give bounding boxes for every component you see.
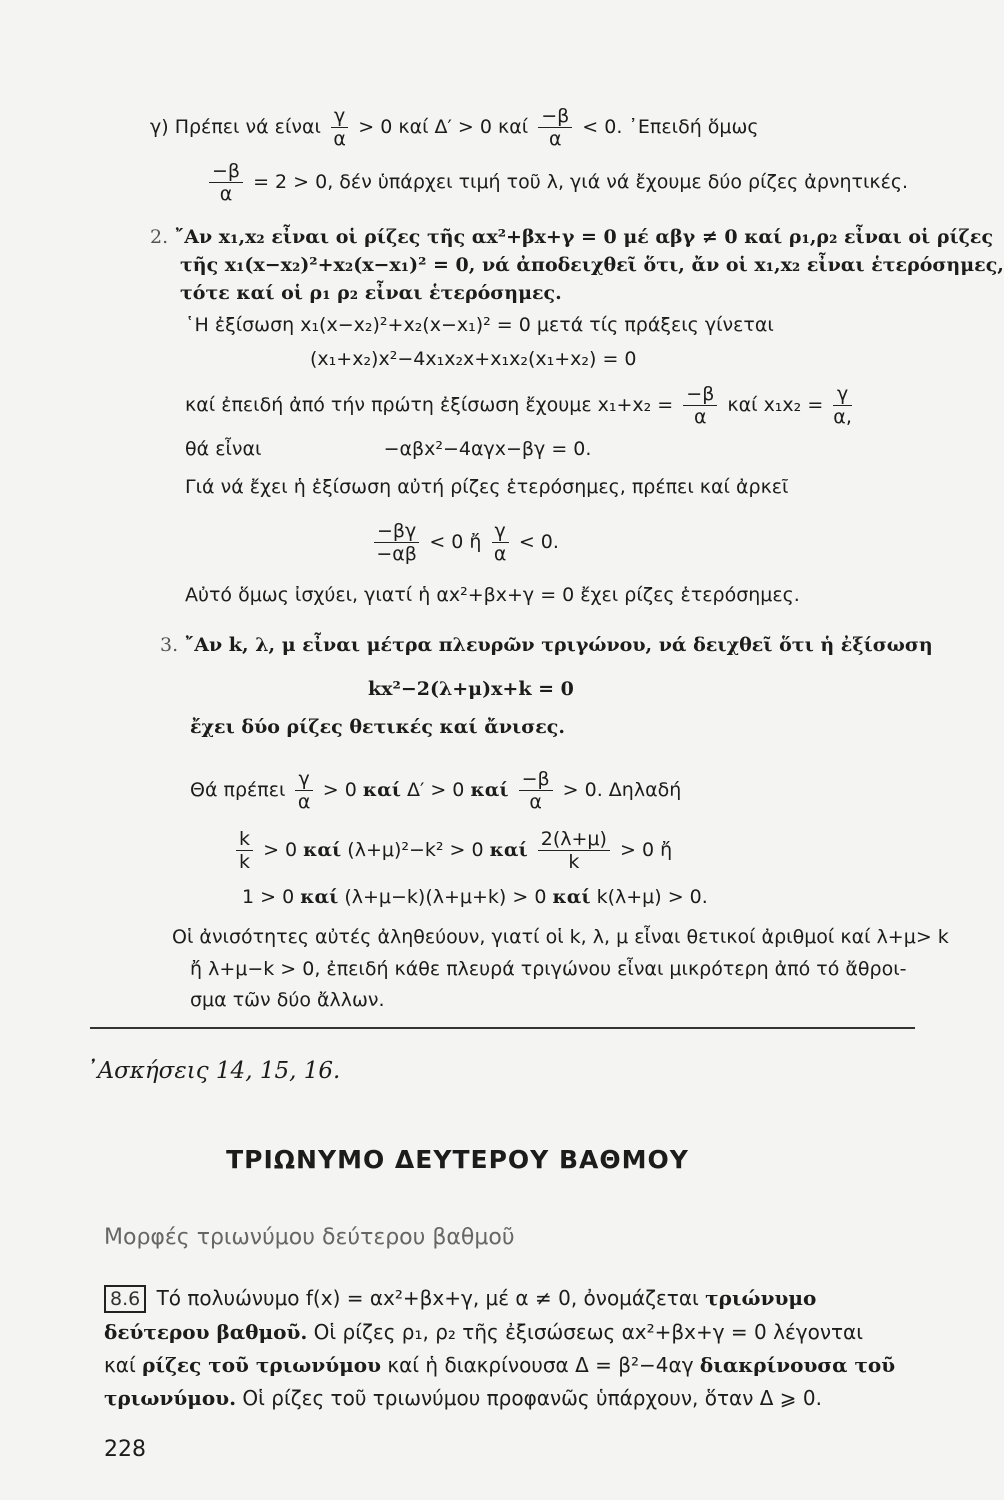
solution-line: Οἱ ἀνισότητες αὐτές ἀληθεύουν, γιατί οἱ k, λ, μ εἶναι θετικοί ἀριθμοί καί λ+μ> k [172,926,949,948]
text: καί [104,1353,136,1377]
fraction-gamma-alpha: $\frac{\gamma}{\alpha}$ [492,520,509,565]
solution-line: ἤ λ+μ−k > 0, ἐπειδή κάθε πλευρά τριγώνου εἶναι μικρότερη ἀπό τό ἄθροι- [190,958,907,980]
text: καί ἡ διακρίνουσα Δ = β²−4αγ [387,1353,694,1377]
page-number: 228 [104,1437,146,1462]
condition-line [370,520,559,565]
solution-line: Γιά νά ἔχει ἡ ἐξίσωση αὐτή ρίζες ἑτερόσημες, πρέπει καί ἀρκεῖ [185,476,789,498]
solution-line: σμα τῶν δύο ἄλλων. [190,989,385,1011]
text: > 0 [263,839,298,861]
text: < 0. [518,531,559,553]
text: καί ἐπειδή ἀπό τήν πρώτη ἐξίσωση ἔχουμε x₁+x₂ = [185,394,674,416]
definition-line-2 [104,1320,863,1344]
bold-term: δεύτερου βαθμοῦ. [104,1320,308,1344]
and-word: καί [552,886,591,908]
problem-2-statement-3: τότε καί οἱ ρ₁ ρ₂ εἶναι ἑτερόσημες. [180,282,562,304]
subsection-title: Μορφές τριωνύμου δεύτερου βαθμοῦ [104,1225,515,1250]
text: < 0 ἤ [429,531,482,553]
text: ῎Αν k, λ, μ εἶναι μέτρα πλευρῶν τριγώνου, νά δειχθεῖ ὅτι ἡ ἐξίσωση [184,634,933,656]
text: Τό πολυώνυμο f(x) = αx²+βx+γ, μέ α ≠ 0, ὀνομάζεται [156,1286,699,1310]
fraction-2-lambda-mu-over-k: $\frac{2(\lambda+\mu)}{k}$ [538,828,610,873]
text: καί x₁x₂ = [727,394,824,416]
text: ῎Αν x₁,x₂ εἶναι οἱ ρίζες τῆς αx²+βx+γ = 0 μέ αβγ ≠ 0 καί ρ₁,ρ₂ εἶναι οἱ ρίζες [174,226,994,248]
solution-line [190,768,681,813]
case-gamma-line-1 [150,105,759,150]
text: Οἱ ρίζες τοῦ τριωνύμου προφανῶς ὑπάρχουν, ὅταν Δ ⩾ 0. [242,1386,822,1410]
bold-term: τριώνυμο [705,1286,817,1310]
fraction-k-k: $\frac{k}{k}$ [236,828,253,873]
and-word: καί [362,779,401,801]
problem-3-statement-1 [160,633,933,657]
text: Οἱ ρίζες ρ₁, ρ₂ τῆς ἐξισώσεως αx²+βx+γ = 0 λέγονται [313,1320,864,1344]
fraction-minus-beta-alpha: $\frac{-\beta}{\alpha}$ [209,160,243,205]
solution-line [185,437,591,461]
solution-line [242,885,708,909]
text: θά εἶναι [185,438,262,460]
case-gamma-line-2 [205,160,908,205]
solution-line [185,383,856,428]
fraction-minus-beta-alpha: $\frac{-\beta}{\alpha}$ [683,383,717,428]
problem-number: 2. [150,226,169,248]
section-divider [90,1027,915,1029]
and-word: καί [470,779,509,801]
fraction-gamma-alpha: $\frac{\gamma}{\alpha}$ [295,768,312,813]
text: 1 > 0 [242,886,295,908]
text: > 0. Δηλαδή [562,779,682,801]
solution-line: ῾Η ἐξίσωση x₁(x−x₂)²+x₂(x−x₁)² = 0 μετά τίς πράξεις γίνεται [185,314,774,336]
text: k(λ+μ) > 0. [596,886,708,908]
text: > 0 ἤ [619,839,673,861]
problem-2-statement-1 [150,225,993,249]
and-word: καί [300,886,339,908]
text: (λ+μ)²−k² > 0 [347,839,484,861]
section-title: ΤΡΙΩΝΥΜΟ ΔΕΥΤΕΡΟΥ ΒΑΘΜΟΥ [226,1145,689,1174]
solution-line: Αὐτό ὅμως ἰσχύει, γιατί ἡ αx²+βx+γ = 0 ἔχει ρίζες ἑτερόσημες. [185,584,800,606]
definition-line-3 [104,1353,895,1377]
problem-2-statement-2: τῆς x₁(x−x₂)²+x₂(x−x₁)² = 0, νά ἀποδειχθεῖ ὅτι, ἄν οἱ x₁,x₂ εἶναι ἑτερόσημες, [180,254,1004,276]
text: > 0 [322,779,357,801]
fraction-gamma-alpha: $\frac{\gamma}{\alpha}$ [331,105,348,150]
equation: −αβx²−4αγx−βγ = 0. [383,438,592,460]
fraction-beta-gamma-over-alpha-beta: $\frac{-\beta\gamma}{-\alpha\beta}$ [374,520,419,565]
fraction-gamma-alpha: $\frac{\gamma}{\alpha,}$ [833,383,852,428]
text: < 0. ᾽Επειδή ὅμως [582,116,759,138]
text: (λ+μ−k)(λ+μ+k) > 0 [344,886,547,908]
text: Δ′ > 0 [407,779,465,801]
fraction-minus-beta-alpha: $\frac{-\beta}{\alpha}$ [538,105,572,150]
fraction-minus-beta-alpha: $\frac{-\beta}{\alpha}$ [519,768,553,813]
equation: (x₁+x₂)x²−4x₁x₂x+x₁x₂(x₁+x₂) = 0 [310,348,637,370]
bold-term: τριωνύμου. [104,1386,237,1410]
text: = 2 > 0, δέν ὑπάρχει τιμή τοῦ λ, γιά νά ἔχουμε δύο ρίζες ἀρνητικές. [253,171,909,193]
bold-term: διακρίνουσα τοῦ [699,1353,896,1377]
problem-3-equation: kx²−2(λ+μ)x+k = 0 [368,678,574,700]
exercises-reference: ᾽Ασκήσεις 14, 15, 16. [86,1058,341,1084]
problem-number: 3. [160,634,179,656]
text: Θά πρέπει [190,779,286,801]
definition-line-1 [104,1285,816,1313]
text: > 0 καί Δ′ > 0 καί [358,116,529,138]
and-word: καί [303,839,342,861]
solution-line [232,828,672,873]
paragraph-number-box: 8.6 [104,1285,146,1313]
text: γ) Πρέπει νά είναι [150,116,321,138]
and-word: καί [489,839,528,861]
problem-3-statement-3: ἔχει δύο ρίζες θετικές καί ἄνισες. [190,716,565,738]
bold-term: ρίζες τοῦ τριωνύμου [142,1353,381,1377]
definition-line-4 [104,1386,822,1410]
